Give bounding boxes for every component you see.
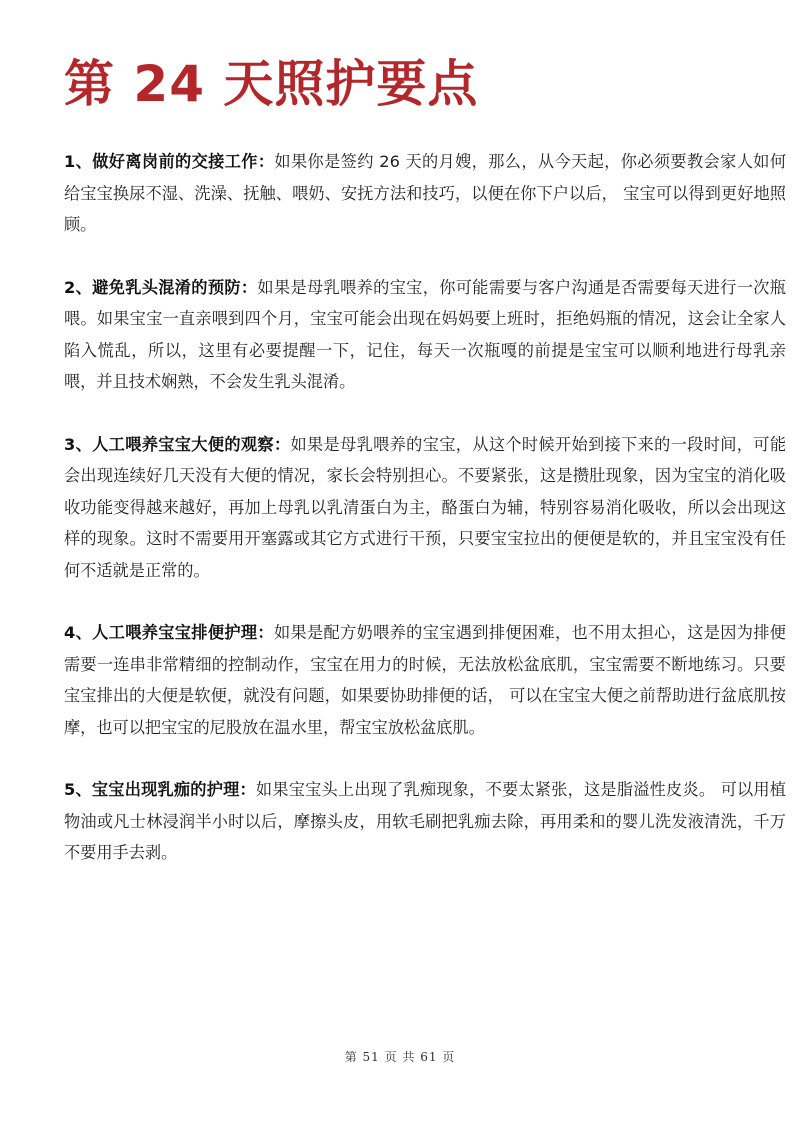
care-point-text: 如果是配方奶喂养的宝宝遇到排便困难，也不用太担心，这是因为排便需要一连串非常精细的控制动作，宝宝在用力的时候，无法放松盆底肌，宝宝需要不断地练习。只要宝宝排出的大便是软便，就没有问题，如果要协助排便的话， 可以在宝宝大便之前帮助进行盆底肌按摩，也可以把宝宝的尼股放在温水里，帮宝宝放松盆底肌。 — [64, 623, 786, 737]
care-point-text: 如果宝宝头上出现了乳痴现象，不要太紧张，这是脂溢性皮炎。 可以用植物油或凡士林浸润半小时以后，摩擦头皮，用软毛刷把乳痂去除，再用柔和的婴儿洗发液清洗，千万不要用手去剥。 — [64, 780, 786, 862]
care-point-1 — [64, 146, 786, 241]
care-point-heading: 3、人工喂养宝宝大便的观察： — [64, 434, 291, 454]
care-point-4 — [64, 617, 786, 743]
care-point-heading: 1、做好离岗前的交接工作： — [64, 152, 275, 171]
care-point-3 — [64, 429, 786, 587]
page-number-footer: 第 51 页 共 61 页 — [344, 1050, 456, 1064]
care-point-heading: 4、人工喂养宝宝排便护理： — [64, 623, 274, 642]
care-points-list — [64, 146, 786, 900]
care-point-heading: 5、宝宝出现乳痂的护理： — [64, 780, 256, 799]
care-point-text: 如果是母乳喂养的宝宝，从这个时候开始到接下来的一段时间，可能会出现连续好几天没有大便的情况，家长会特别担心。不要紧张，这是攒肚现象，因为宝宝的消化吸收功能变得越来越好，再加上母乳以乳清蛋白为主，酪蛋白为辅，特别容易消化吸收，所以会出现这样的现象。这时不需要用开塞露或其它方式进行干预，只要宝宝拉出的便便是软的，并且宝宝没有任何不适就是正常的。 — [64, 434, 787, 580]
care-point-heading: 2、避免乳头混淆的预防： — [64, 277, 258, 297]
care-point-text: 如果是母乳喂养的宝宝，你可能需要与客户沟通是否需要每天进行一次瓶喂。如果宝宝一直亲喂到四个月，宝宝可能会出现在妈妈要上班时，拒绝妈瓶的情况，这会让全家人陷入慌乱，所以，这里有必要提醒一下，记住，每天一次瓶嘎的前提是宝宝可以顺利地进行母乳亲喂，并且技术娴熟，不会发生乳头混淆。 — [64, 277, 786, 391]
care-point-text: 如果你是签约 26 天的月嫂，那么，从今天起，你必须要教会家人如何给宝宝换尿不湿、洗澡、抚触、喂奶、安抚方法和技巧，以便在你下户以后， 宝宝可以得到更好地照顾。 — [64, 152, 787, 234]
care-point-5 — [64, 774, 786, 869]
care-point-2 — [64, 272, 786, 398]
page-title: 第 24 天照护要点 — [64, 55, 479, 113]
